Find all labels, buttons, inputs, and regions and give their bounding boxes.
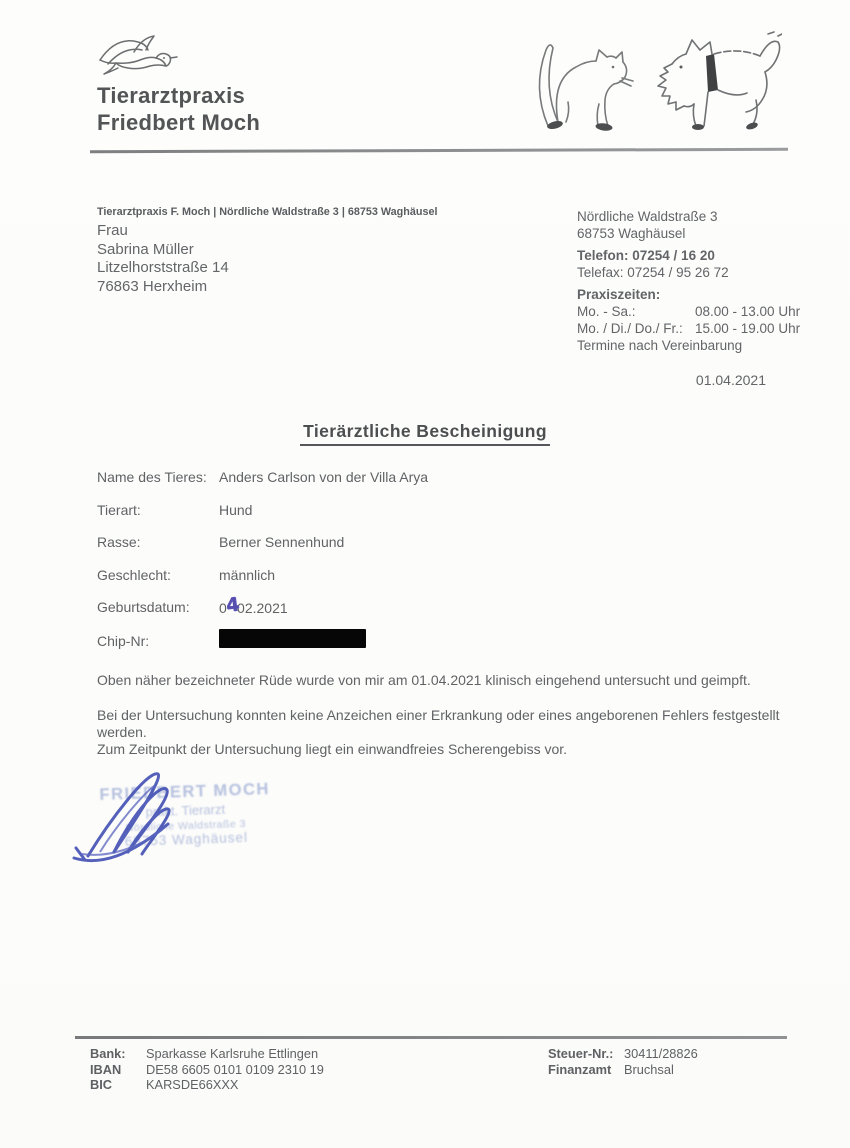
practice-name [97,82,260,136]
recipient-salutation: Frau [97,222,128,239]
field-row-species [97,501,428,519]
field-label: Geburtsdatum: [97,599,190,616]
field-row-sex [97,566,428,584]
phone-label: Telefon: [577,248,629,263]
hours-row [577,320,807,337]
practice-phone-fax [577,247,807,281]
field-label: Geschlecht: [97,566,171,583]
field-value: Anders Carlson von der Villa Arya [219,469,429,485]
signature-ink [68,760,248,872]
recipient-street: Litzelhorststraße 14 [97,259,229,277]
iban-row [90,1062,324,1078]
practice-contact-block [577,208,807,359]
stamp-name: FRIEDBERT MOCH [99,780,271,804]
fax-number: 07254 / 95 26 72 [627,265,729,280]
tax-office-row [548,1062,698,1078]
cat-and-dog-icon [526,30,782,134]
tax-label: Steuer-Nr.: [548,1046,614,1061]
hours-time: 15.00 - 19.00 Uhr [695,321,801,336]
recipient-address-block [97,222,229,296]
practice-city: 68753 Waghäusel [577,226,686,241]
phone-number: 07254 / 16 20 [632,248,715,263]
stamp-title: prakt. Tierarzt [145,801,226,820]
practice-street: Nördliche Waldstraße 3 [577,209,718,224]
tax-value: 30411/28826 [624,1046,698,1061]
footer-divider [75,1036,787,1039]
birthdate-printed-suffix: 02.2021 [237,600,288,617]
field-label: Name des Tieres: [97,469,207,485]
header-divider [90,148,788,153]
field-label: Rasse: [97,534,141,551]
bank-label: Bank: [90,1046,126,1061]
field-value: Berner Sennenhund [219,534,345,551]
field-value-birthdate [219,593,288,618]
hours-days: Mo. / Di./ Do./ Fr.: [577,321,683,336]
hours-note: Termine nach Vereinbarung [577,338,743,353]
practice-address [577,208,807,242]
field-row-name [97,468,428,486]
cat-icon [539,45,633,132]
practice-name-line1: Tierarztpraxis [97,83,246,108]
bic-label: BIC [90,1077,113,1093]
bird-logo-icon [93,30,183,88]
iban-label: IBAN [90,1061,122,1077]
certificate-body [97,672,797,758]
dog-icon [658,32,782,131]
bank-value: Sparkasse Karlsruhe Ettlingen [146,1046,319,1061]
bic-value: KARSDE66XXX [146,1077,239,1093]
bank-details [90,1046,324,1093]
practice-name-line2: Friedbert Moch [97,110,261,135]
handwritten-correction: 4 [224,593,241,618]
tax-office-label: Finanzamt [548,1061,612,1077]
document-title-wrap [0,421,850,446]
field-value: Hund [219,501,253,518]
field-value: männlich [219,566,276,583]
document-date: 01.04.2021 [695,372,766,388]
field-row-chip [97,632,428,650]
hours-days: Mo. - Sa.: [577,304,636,319]
recipient-name: Sabrina Müller [97,240,194,258]
field-label: Tierart: [97,501,141,518]
fax-line [577,264,807,281]
field-row-breed [97,533,428,551]
practice-hours [577,286,807,354]
paragraph-findings: Bei der Untersuchung konnten keine Anzeichen einer Erkrankung oder eines angeborenen Fehlers festgestellt werden. [97,707,780,740]
hours-title: Praxiszeiten: [577,287,661,302]
tax-row [548,1046,698,1062]
paragraph-examination: Oben näher bezeichneter Rüde wurde von mir am 01.04.2021 klinisch eingehend untersucht und geimpft. [97,672,751,688]
hours-row [577,303,807,320]
recipient-city: 76863 Herxheim [97,277,208,295]
redaction-box [219,629,366,648]
tax-details [548,1046,698,1077]
tax-office-value: Bruchsal [624,1061,674,1077]
stamp-street: Nördliche Waldstraße 3 [125,817,247,835]
document-title: Tierärztliche Bescheinigung [300,421,550,446]
field-row-birthdate [97,593,428,618]
stamp-city: 68753 Waghäusel [124,829,249,850]
hours-time: 08.00 - 13.00 Uhr [695,304,801,319]
field-label: Chip-Nr: [97,632,150,649]
bank-row [90,1046,324,1062]
birthdate-printed-prefix: 0 [219,600,227,617]
sender-return-address: Tierarztpraxis F. Moch | Nördliche Waldstraße 3 | 68753 Waghäusel [97,206,438,218]
bic-row [90,1077,324,1093]
paragraph-bite: Zum Zeitpunkt der Untersuchung liegt ein einwandfreies Scherengebiss vor. [97,741,568,757]
fax-label: Telefax: [577,265,624,280]
animal-data-fields [97,468,428,665]
iban-value: DE58 6605 0101 0109 2310 19 [146,1061,324,1077]
phone-line [577,247,807,264]
